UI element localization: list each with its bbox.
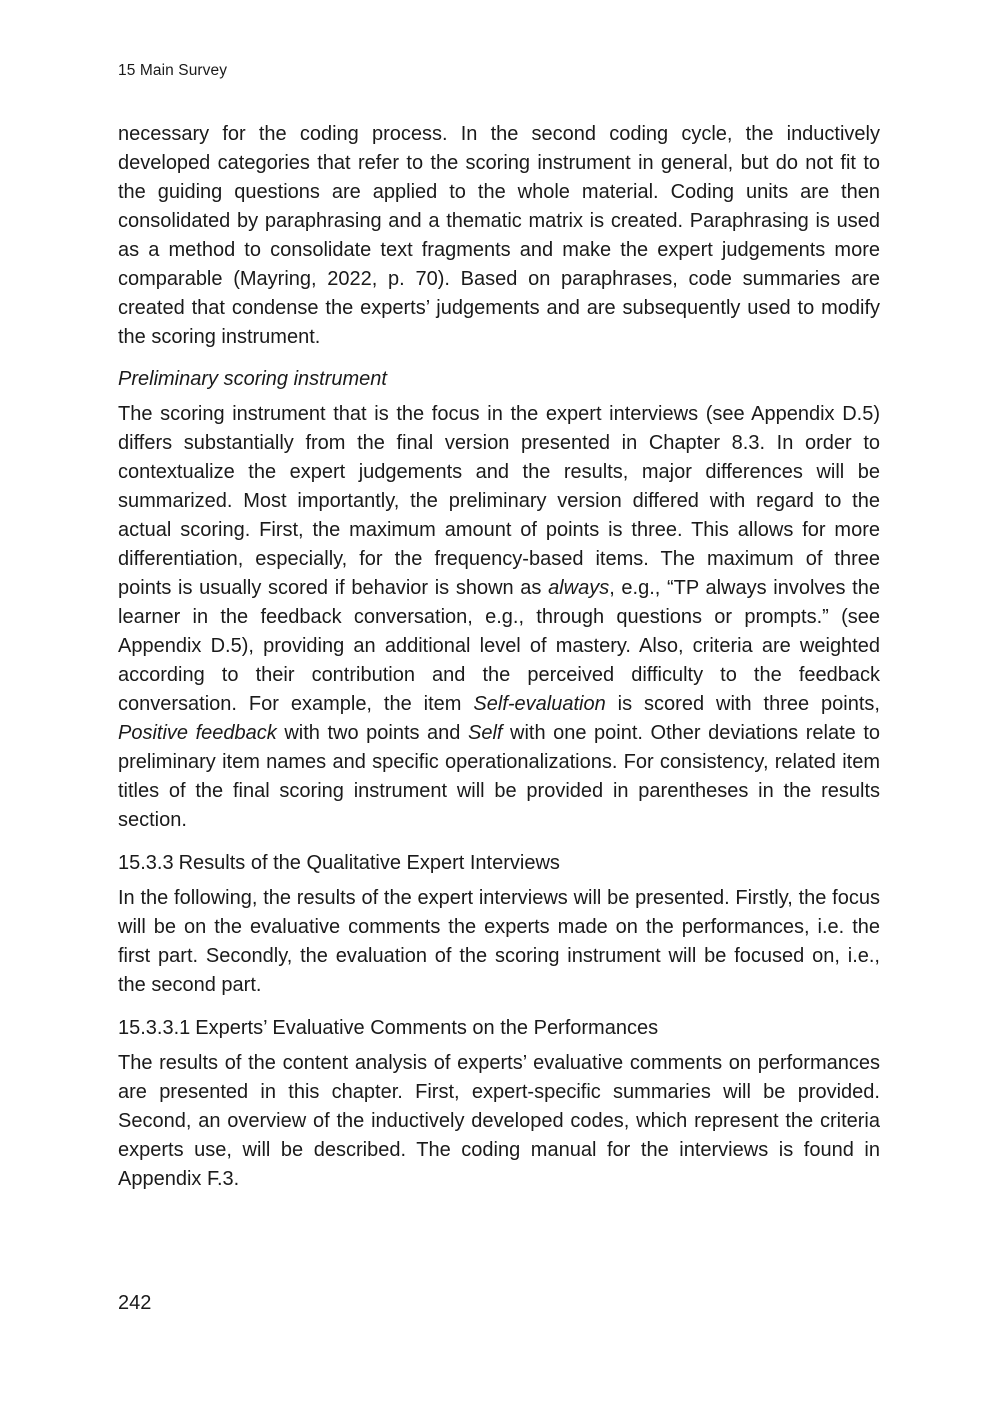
paragraph-results-intro: In the following, the results of the expert interviews will be presented. Firstly, the focus will be on the evaluative comments the experts made on the performances, i.e. the first part. Secondly, the evaluation of the scoring instrument will be focused on, i.e., the second part. [118, 887, 880, 996]
running-header: 15 Main Survey [118, 62, 228, 79]
emphasis-self-evaluation: Self-evaluation [473, 693, 606, 715]
section-title: Results of the Qualitative Expert Interviews [178, 852, 560, 874]
page-body [118, 120, 880, 1194]
subheading-preliminary-instrument: Preliminary scoring instrument [118, 368, 387, 390]
text-run: with one point. Other deviations relate to preliminary item names and specific operationalizations. For consistency, related item titles of the final scoring instrument will be provided in parentheses in the results section. [118, 722, 880, 831]
emphasis-positive-feedback: Positive feedback [118, 722, 277, 744]
emphasis-self: Self [467, 722, 503, 744]
paragraph-preliminary-instrument [118, 400, 880, 835]
section-title: Experts’ Evaluative Comments on the Performances [195, 1017, 659, 1039]
paragraph-content-analysis: The results of the content analysis of experts’ evaluative comments on performances are presented in this chapter. First, expert-specific summaries will be provided. Second, an overview of the inductively developed codes, which represent the criteria experts use, will be described. The coding manual for the interviews is found in Appendix F.3. [118, 1052, 880, 1190]
section-heading-evaluative-comments [118, 1014, 880, 1043]
text-run: is scored with three points, [605, 693, 880, 715]
section-number: 15.3.3 [118, 852, 174, 874]
text-run: , e.g., “TP always involves the learner in the feedback conversation, e.g., through questions or prompts.” (see Appendix D.5), providing an additional level of mastery. Also, criteria are weighted according to their contribution and the perceived difficulty to the feedback conversation. For example, the item [118, 577, 880, 715]
emphasis-always: always [548, 577, 610, 599]
text-run: The scoring instrument that is the focus in the expert interviews (see Appendix D.5) differs substantially from the final version presented in Chapter 8.3. In order to contextualize the expert judgements and the results, major differences will be summarized. Most importantly, the preliminary version differed with regard to the actual scoring. First, the maximum amount of points is three. This allows for more differentiation, especially, for the frequency-based items. The maximum of three points is usually scored if behavior is shown as [118, 403, 880, 599]
paragraph-coding-process: necessary for the coding process. In the second coding cycle, the inductively developed categories that refer to the scoring instrument in general, but do not fit to the guiding questions are applied to the whole material. Coding units are then consolidated by paraphrasing and a thematic matrix is created. Paraphrasing is used as a method to consolidate text fragments and make the expert judgements more comparable (Mayring, 2022, p. 70). Based on paraphrases, code summaries are created that condense the experts’ judgements and are subsequently used to modify the scoring instrument. [118, 123, 880, 348]
text-run: with two points and [276, 722, 468, 744]
section-heading-results [118, 849, 880, 878]
section-number: 15.3.3.1 [118, 1017, 191, 1039]
page-number: 242 [118, 1292, 152, 1314]
